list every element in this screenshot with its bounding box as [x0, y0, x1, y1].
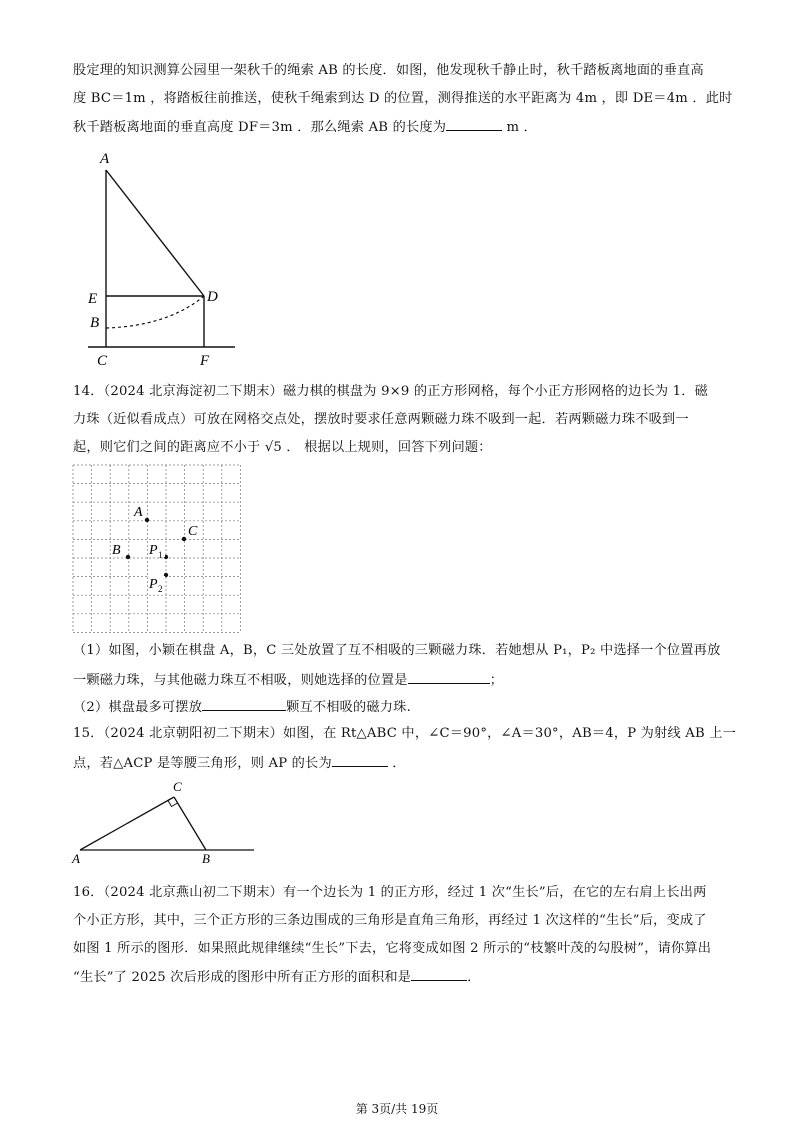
label-C: C: [188, 524, 198, 539]
q14-text-line1: 14．（2024 北京海淀初二下期末）磁力棋的棋盘为 9×9 的正方形网格，每个小正方形网格的边长为 1．磁: [73, 384, 709, 399]
q13-text-line1: 股定理的知识测算公园里一架秋千的绳索 AB 的长度．如图，他发现秋千静止时，秋千踏板离地面的垂直高: [73, 63, 704, 78]
q16-text-line3: 如图 1 所示的图形．如果照此规律继续“生长”下去，它将变成如图 2 所示的“枝繁叶茂的勾股树”，请你算出: [73, 941, 712, 956]
q13-text-line3: [73, 118, 537, 136]
swing-figure: [80, 146, 250, 368]
q15-text-line1: 15．（2024 北京朝阳初二下期末）如图，在 Rt△ABC 中，∠C＝90°，∠A＝30°，AB＝4，P 为射线 AB 上一: [73, 726, 737, 741]
label-D: D: [207, 289, 218, 305]
q14-part2-stem: （2）棋盘最多可摆放: [73, 700, 203, 715]
label-P1-subscript: 1: [158, 550, 163, 560]
q15-end: ．: [387, 756, 406, 771]
q16-text-line1: 16．（2024 北京燕山初二下期末）有一个边长为 1 的正方形，经过 1 次“生长”后，在它的左右肩上长出两: [73, 885, 707, 900]
triangle-figure: [70, 776, 270, 868]
label-P1: P: [149, 543, 158, 558]
label-P2: P: [149, 577, 158, 592]
page-number: 第 3页/共 19页: [355, 1102, 439, 1116]
q14-part2-line: [73, 698, 411, 716]
answer-blank[interactable]: [446, 118, 502, 131]
q14-part2-end: 颗互不相吸的磁力珠.: [286, 700, 411, 715]
label-F: F: [200, 353, 210, 368]
answer-blank[interactable]: [408, 671, 490, 684]
q14-text-line3: 起，则它们之间的距离应不小于 √5 ． 根据以上规则，回答下列问题：: [73, 440, 492, 455]
q16-text-line2: 个小正方形，其中，三个正方形的三条边围成的三角形是直角三角形，再经过 1 次这样的“生长”后，变成了: [73, 913, 707, 928]
q14-part1-end: ；: [489, 673, 504, 688]
label-E: E: [88, 291, 98, 307]
point-B: [126, 555, 130, 559]
label-C: C: [97, 353, 108, 368]
label-A: A: [100, 151, 110, 167]
answer-blank[interactable]: [202, 698, 286, 711]
q16-end: ．: [467, 970, 481, 985]
label-A: A: [134, 505, 143, 520]
q13-question-stem: 秋千踏板离地面的垂直高度 DF＝3m ．那么绳索 AB 的长度为: [73, 120, 447, 135]
answer-blank[interactable]: [411, 968, 467, 981]
label-B: B: [90, 315, 100, 331]
point-A: [145, 518, 149, 522]
q15-stem: 点，若△ACP 是等腰三角形，则 AP 的长为: [73, 756, 332, 771]
label-B: B: [112, 543, 121, 558]
q14-part1-stem: 一颗磁力珠，与其他磁力珠互不相吸，则她选择的位置是: [73, 673, 408, 688]
label-C: C: [173, 779, 182, 794]
q13-text-line2: 度 BC＝1m ，将踏板往前推送，使秋千绳索到达 D 的位置，测得推送的水平距离为 4m ，即 DE＝4m ．此时: [73, 91, 733, 106]
q16-text-line4: [73, 968, 481, 986]
q15-text-line2: [73, 754, 406, 772]
label-P2-subscript: 2: [158, 584, 163, 594]
label-B: B: [202, 851, 210, 866]
q16-stem: “生长”了 2025 次后形成的图形中所有正方形的面积和是: [73, 970, 412, 985]
q13-unit: m ．: [502, 120, 538, 135]
q14-text-line2: 力珠（近似看成点）可放在网格交点处，摆放时要求任意两颗磁力珠不吸到一起．若两颗磁力珠不吸到一: [73, 412, 689, 427]
q14-part1-line1: （1）如图，小颖在棋盘 A，B，C 三处放置了互不相吸的三颗磁力珠．若她想从 P₁，P₂ 中选择一个位置再放: [73, 643, 721, 658]
point-C: [182, 537, 186, 541]
label-A: A: [72, 851, 80, 866]
q14-part1-line2: [73, 671, 503, 689]
magnet-chess-grid: [70, 462, 250, 634]
answer-blank[interactable]: [332, 754, 388, 767]
